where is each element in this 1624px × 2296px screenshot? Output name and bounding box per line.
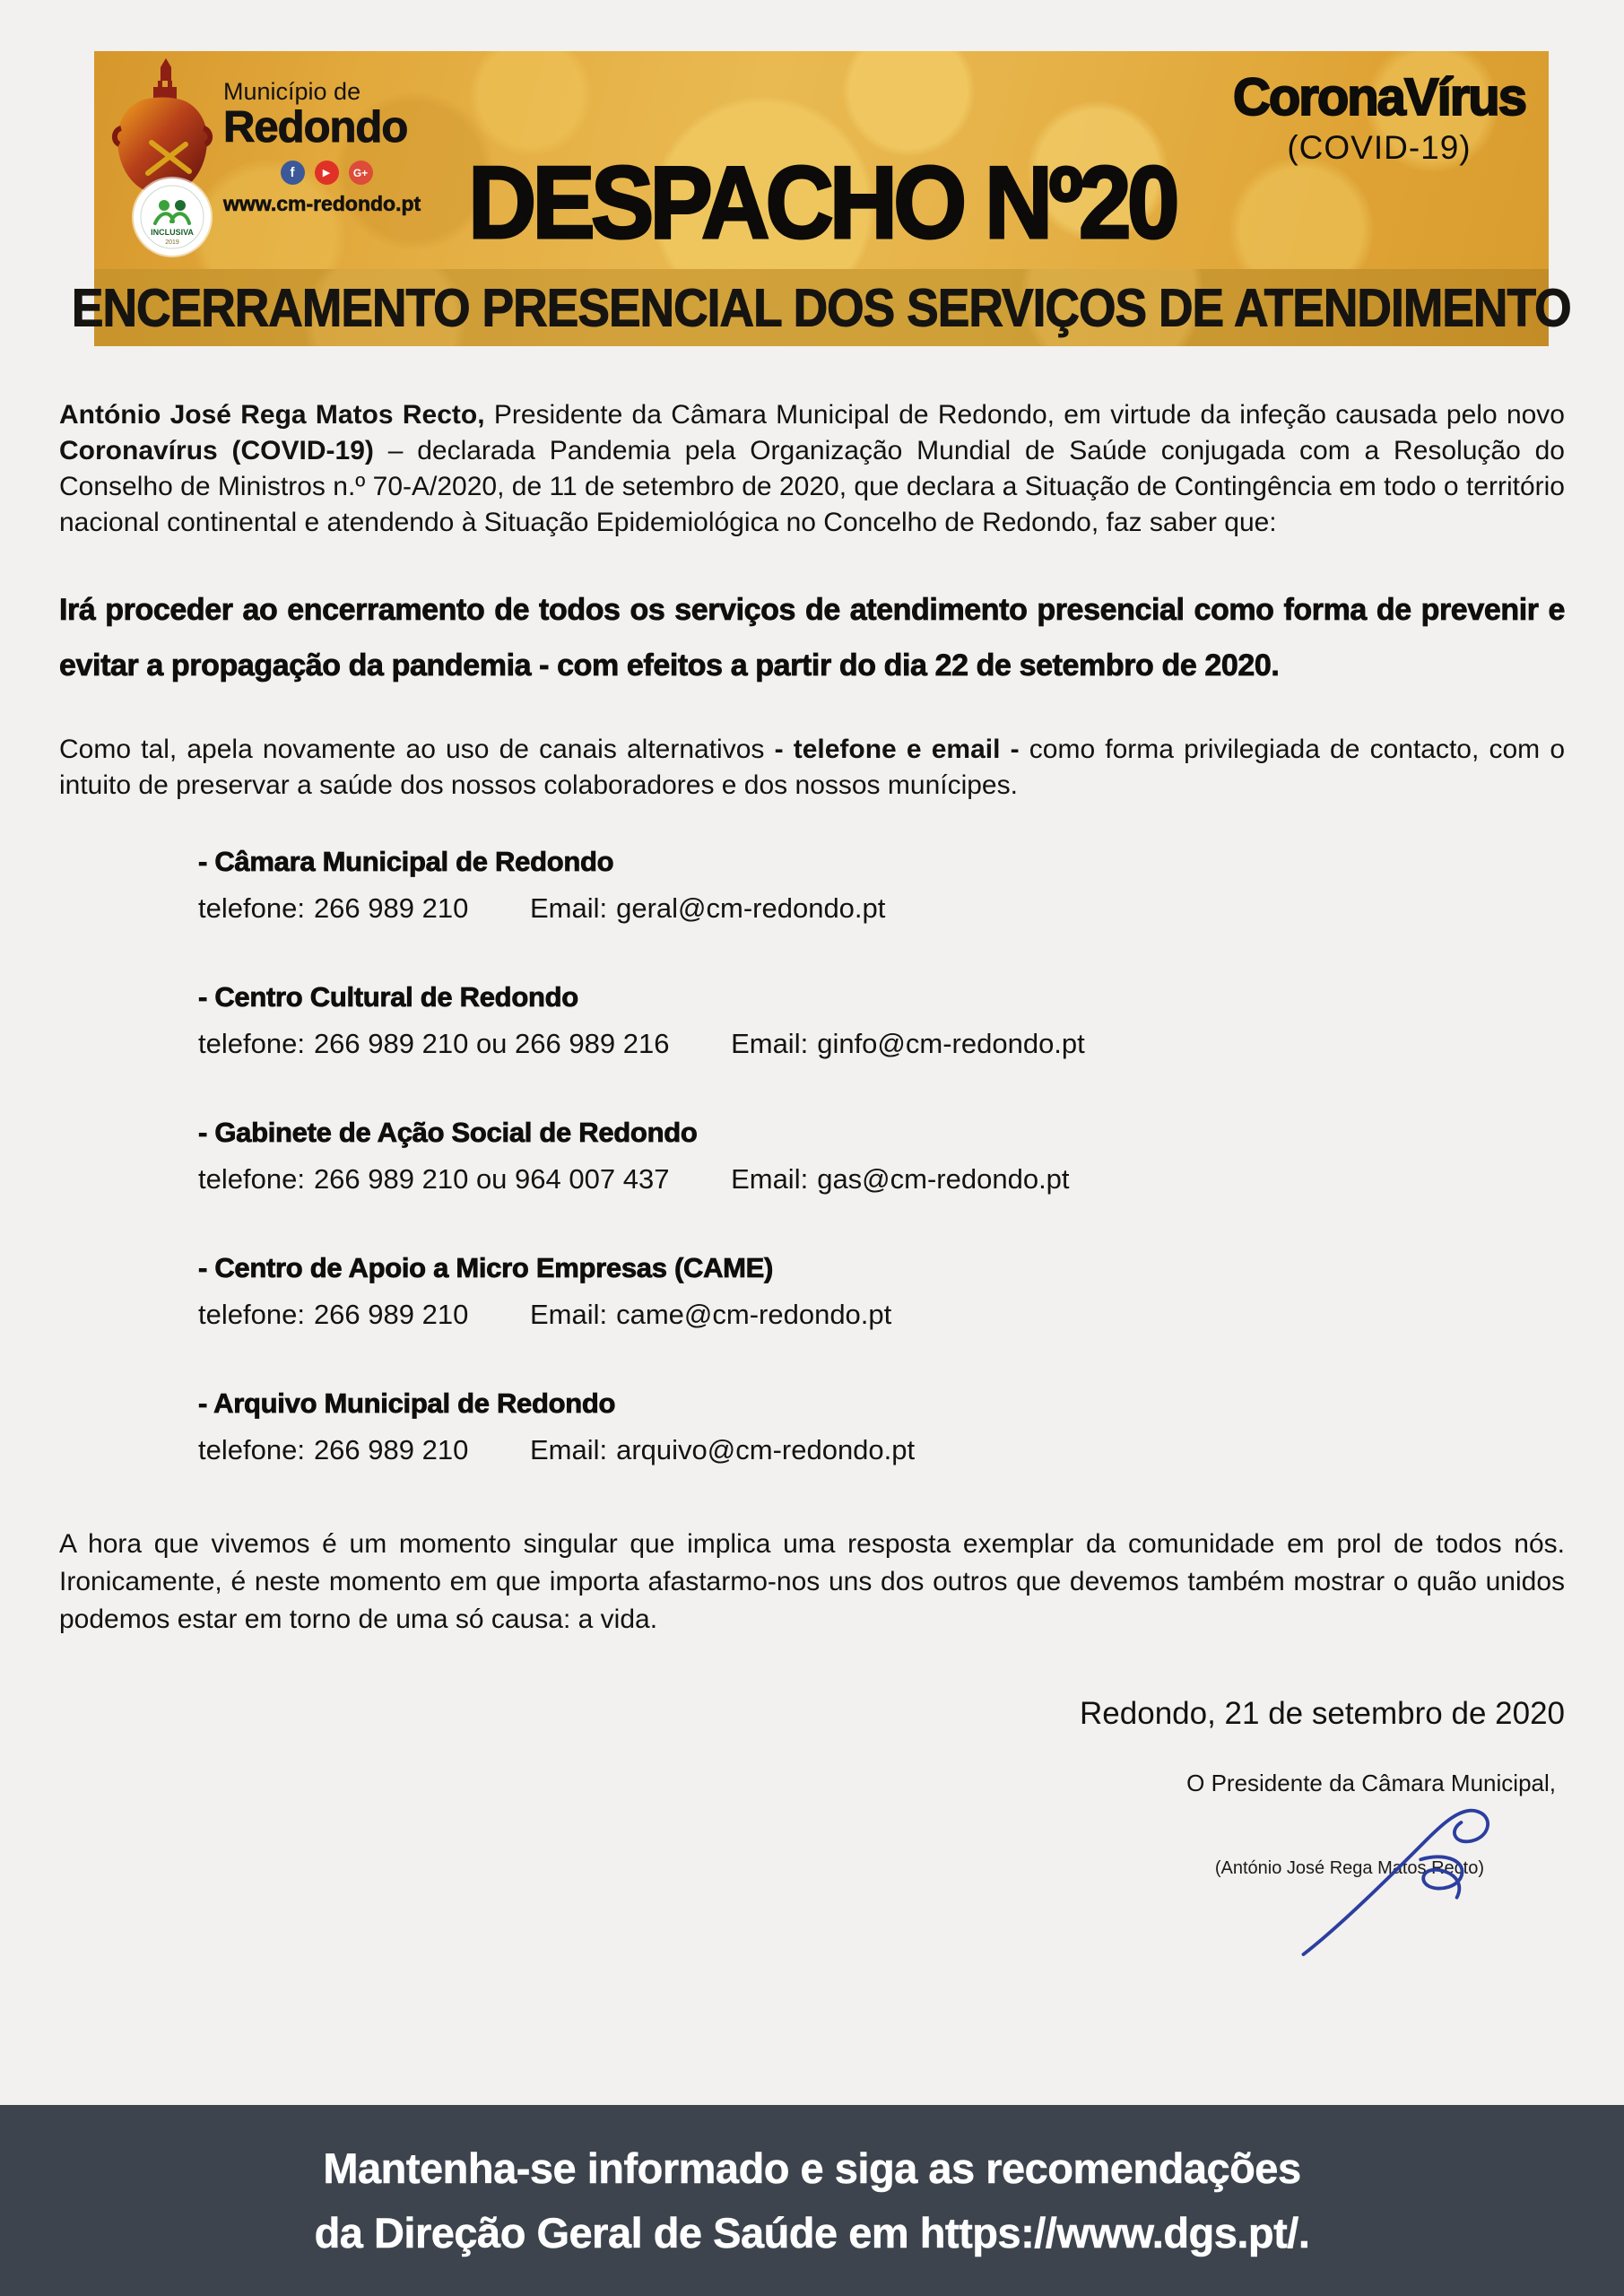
contact-details [198, 1028, 1565, 1060]
contact-item [198, 981, 1565, 1060]
contact-list [198, 846, 1565, 1466]
telefone-email-bold: - telefone e email - [774, 734, 1020, 764]
facebook-icon: f [281, 161, 305, 185]
intro-paragraph [59, 397, 1565, 541]
president-role-line: O Presidente da Câmara Municipal, [1186, 1770, 1556, 1797]
handwritten-signature [1291, 1773, 1515, 1961]
date-line: Redondo, 21 de setembro de 2020 [1080, 1696, 1565, 1732]
contact-item [198, 1252, 1565, 1331]
logo-website: www.cm-redondo.pt [223, 192, 421, 215]
contact-name: - Câmara Municipal de Redondo [198, 846, 614, 878]
email-address: geral@cm-redondo.pt [616, 892, 886, 925]
footer-banner [0, 2105, 1624, 2296]
intro-text-1: Presidente da Câmara Municipal de Redondo, em virtude da infeção causada pelo novo [484, 400, 1565, 430]
contact-name: - Centro de Apoio a Micro Empresas (CAME) [198, 1252, 774, 1284]
banner-strip [72, 269, 1571, 346]
footer-line-2: da Direção Geral de Saúde em https://www.dgs.pt/. [314, 2208, 1310, 2257]
covid19-label: (COVID-19) [1287, 129, 1472, 166]
channels-text-2: como forma privilegiada de contacto, com o intuito de preservar a saúde dos nossos colaboradores e dos nossos munícipes. [59, 734, 1565, 800]
signature-block [59, 1696, 1565, 1879]
channels-paragraph [59, 732, 1565, 804]
coronavirus-bold: Coronavírus (COVID-19) [59, 435, 374, 465]
phone-number: 266 989 210 [313, 1434, 469, 1466]
document-body [0, 345, 1624, 1879]
phone-label: telefone: [198, 1028, 305, 1060]
contact-name: - Gabinete de Ação Social de Redondo [198, 1117, 698, 1149]
email-label: Email: [731, 1163, 809, 1196]
contact-name: - Arquivo Municipal de Redondo [198, 1387, 616, 1420]
header-top [94, 51, 1549, 269]
svg-text:2019: 2019 [165, 239, 179, 246]
phone-label: telefone: [198, 1163, 305, 1196]
intro-text-2: – declarada Pandemia pela Organização Mundial de Saúde conjugada com a Resolução do Conselho de Ministros n.º 70-A/2020, de 11 de setembro de 2020, que declara a Situação de Contingência em todo o território nacional continental e atendendo à Situação Epidemiológica no Concelho de Redondo, faz saber que: [59, 435, 1565, 537]
contact-details [198, 1299, 1565, 1331]
phone-number: 266 989 210 [313, 892, 469, 925]
phone-number: 266 989 210 ou 964 007 437 [313, 1163, 670, 1196]
contact-item [198, 846, 1565, 925]
president-name: António José Rega Matos Recto, [59, 400, 485, 430]
svg-text:INCLUSIVA: INCLUSIVA [151, 228, 194, 237]
phone-label: telefone: [198, 892, 305, 925]
closure-statement: Irá proceder ao encerramento de todos os serviços de atendimento presencial como forma de prevenir e evitar a propagação da pandemia - com efeitos a partir do dia 22 de setembro de 2020. [59, 592, 1565, 683]
contact-details [198, 892, 1565, 925]
phone-label: telefone: [198, 1299, 305, 1331]
email-label: Email: [529, 892, 608, 925]
channels-text-1: Como tal, apela novamente ao uso de canais alternativos [59, 734, 775, 764]
contact-item [198, 1387, 1565, 1466]
banner-text: ENCERRAMENTO PRESENCIAL DOS SERVIÇOS DE ATENDIMENTO [72, 277, 1571, 338]
email-address: gas@cm-redondo.pt [817, 1163, 1070, 1196]
phone-number: 266 989 210 [313, 1299, 469, 1331]
coronavirus-label: CoronaVírus [1232, 68, 1525, 126]
footer-line-1: Mantenha-se informado e siga as recomendações [323, 2144, 1301, 2193]
header-banner [72, 51, 1571, 346]
logo-redondo-label: Redondo [223, 103, 408, 152]
logo-municipio-label: Município de [223, 78, 361, 105]
email-address: ginfo@cm-redondo.pt [817, 1028, 1085, 1060]
contact-details [198, 1163, 1565, 1196]
email-label: Email: [529, 1434, 608, 1466]
contact-item [198, 1117, 1565, 1196]
email-label: Email: [731, 1028, 809, 1060]
googleplus-icon: G+ [349, 161, 373, 185]
email-address: came@cm-redondo.pt [616, 1299, 892, 1331]
document-title: DESPACHO Nº20 [467, 144, 1176, 260]
youtube-icon: ▶ [315, 161, 339, 185]
email-label: Email: [529, 1299, 608, 1331]
email-address: arquivo@cm-redondo.pt [616, 1434, 916, 1466]
closing-paragraph: A hora que vivemos é um momento singular que implica uma resposta exemplar da comunidade em prol de todos nós. Ironicamente, é neste momento em que importa afastarmo-nos uns dos outros que devemos também mostrar o quão unidos podemos estar em torno de uma só causa: a vida. [59, 1529, 1565, 1635]
contact-name: - Centro Cultural de Redondo [198, 981, 578, 1013]
phone-number: 266 989 210 ou 266 989 216 [313, 1028, 670, 1060]
contact-details [198, 1434, 1565, 1466]
phone-label: telefone: [198, 1434, 305, 1466]
president-signature-name: (António José Rega Matos Recto) [1214, 1858, 1484, 1879]
